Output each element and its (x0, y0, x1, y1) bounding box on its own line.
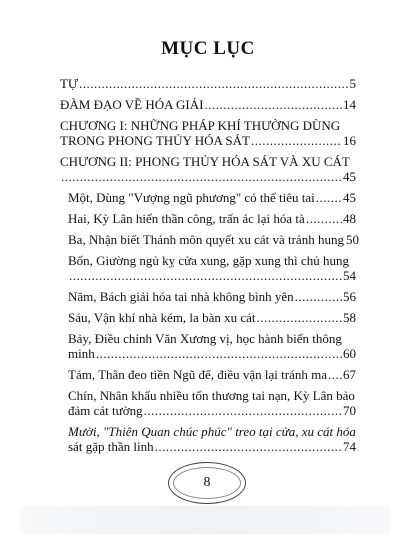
toc-entry-page: 70 (343, 403, 356, 418)
toc-entry (60, 367, 356, 382)
toc-entry (60, 253, 356, 283)
toc-entry-label-line1: CHƯƠNG I: NHỮNG PHÁP KHÍ THƯỜNG DÙNG (60, 118, 341, 133)
toc-leader (295, 289, 342, 304)
toc-entry (60, 190, 356, 205)
toc-entry-label: đảm cát tường (68, 403, 143, 418)
toc-entry (60, 211, 356, 226)
toc-entry-label: Hai, Kỳ Lân hiển thần công, trấn ác lại hóa tà (68, 211, 305, 226)
toc-entry (60, 118, 356, 148)
toc-entry (60, 424, 356, 454)
toc-entry-label-line1: Bốn, Giường ngủ kỵ cửa xung, gặp xung thì chủ hung (68, 253, 349, 268)
toc-entry-page: 48 (343, 211, 356, 226)
toc-entry-label: minh (68, 346, 95, 361)
toc-leader (79, 76, 348, 91)
toc-entry-page: 67 (343, 367, 356, 382)
toc-entry-page: 54 (343, 268, 356, 283)
toc-leader (144, 403, 342, 418)
toc-leader (61, 169, 342, 184)
toc-leader (96, 346, 342, 361)
toc-entry (60, 154, 356, 184)
toc-entry-label: Tám, Thân đeo tiền Ngũ đế, điều vận lại tránh ma (68, 367, 327, 382)
toc-leader (69, 268, 342, 283)
toc-entry (60, 331, 356, 361)
toc-entry-label: Sáu, Vận khí nhà kém, la bàn xu cát (68, 310, 256, 325)
toc-leader (204, 97, 342, 112)
toc-entry-page: 5 (349, 76, 356, 91)
toc-leader (257, 310, 343, 325)
toc-entry-label-line1: Chín, Nhân khẩu nhiều tổn thương tai nạn, Kỳ Lân bảo (68, 388, 355, 403)
toc-entry-page: 58 (343, 310, 356, 325)
toc-entry (60, 289, 356, 304)
toc-entry-label: sát gặp thần linh (68, 439, 154, 454)
page-number: 8 (203, 475, 211, 490)
toc-leader (328, 367, 342, 382)
toc-entry (60, 310, 356, 325)
toc-entry-label: Ba, Nhận biết Thánh môn quyết xu cát và tránh hung (68, 232, 344, 247)
toc-entry-label: Một, Dùng "Vượng ngũ phương" có thể tiêu tai (68, 190, 315, 205)
toc-entry-label-line1: Bảy, Điều chỉnh Văn Xương vị, học hành biến thông (68, 331, 342, 346)
toc-entry-page: 45 (343, 190, 356, 205)
scan-edge-strip (20, 506, 390, 534)
toc-entry-page: 50 (345, 232, 359, 247)
toc-entry-page: 45 (343, 169, 356, 184)
table-of-contents (60, 76, 359, 460)
toc-entry-label: TRONG PHONG THỦY HÓA SÁT (60, 133, 250, 148)
toc-entry-label-line1: Mười, "Thiên Quan chúc phúc" treo tại cửa, xu cát hóa (68, 424, 356, 439)
toc-leader (306, 211, 342, 226)
toc-entry (60, 232, 359, 247)
toc-entry-page: 74 (343, 439, 356, 454)
toc-entry (60, 388, 356, 418)
toc-leader (251, 133, 342, 148)
toc-entry (60, 76, 356, 91)
toc-entry-label: TỰ (60, 76, 79, 91)
toc-entry-page: 16 (343, 133, 356, 148)
toc-entry-page: 56 (343, 289, 356, 304)
page-number-ornament (168, 462, 246, 504)
toc-entry (60, 97, 356, 112)
toc-entry-label-line1: CHƯƠNG II: PHONG THỦY HÓA SÁT VÀ XU CÁT (60, 154, 350, 169)
toc-leader (155, 439, 342, 454)
toc-leader (316, 190, 342, 205)
toc-entry-page: 60 (343, 346, 356, 361)
toc-entry-label: Năm, Bách giải hóa tai nhà không bình yên (68, 289, 294, 304)
toc-entry-page: 14 (343, 97, 356, 112)
page-title: MỤC LỤC (161, 38, 255, 59)
toc-entry-label: ĐÀM ĐẠO VỀ HÓA GIẢI (60, 97, 204, 112)
